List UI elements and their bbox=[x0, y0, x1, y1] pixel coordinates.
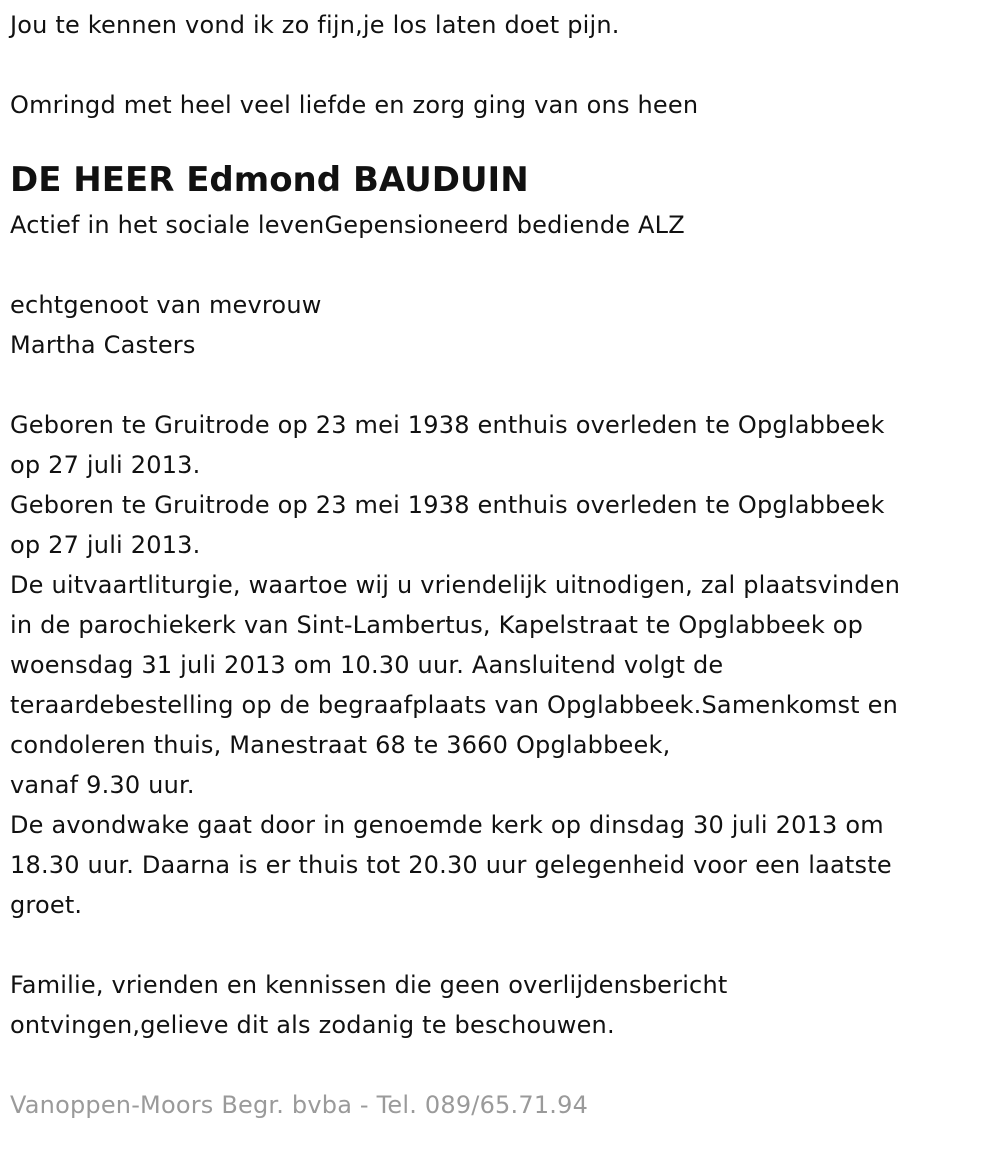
birth-death-line: Geboren te Gruitrode op 23 mei 1938 enthuis overleden te Opglabbeek bbox=[10, 491, 885, 519]
spacer bbox=[10, 365, 1000, 405]
spacer bbox=[10, 45, 1000, 85]
spacer bbox=[10, 925, 1000, 965]
opening-quote: Jou te kennen vond ik zo fijn,je los laten doet pijn. bbox=[10, 11, 620, 39]
spouse-name: Martha Casters bbox=[10, 331, 196, 359]
spacer bbox=[10, 125, 1000, 160]
occupation-text: Actief in het sociale levenGepensioneerd bediende ALZ bbox=[10, 211, 685, 239]
closing-line: ontvingen,gelieve dit als zodanig te beschouwen. bbox=[10, 1011, 615, 1039]
wake-line: 18.30 uur. Daarna is er thuis tot 20.30 uur gelegenheid voor een laatste bbox=[10, 851, 892, 879]
wake-line: groet. bbox=[10, 891, 83, 919]
birth-death-line: op 27 juli 2013. bbox=[10, 531, 201, 559]
deceased-name: DE HEER Edmond BAUDUIN bbox=[10, 160, 529, 200]
funeral-line: woensdag 31 juli 2013 om 10.30 uur. Aansluitend volgt de bbox=[10, 651, 724, 679]
funeral-line: vanaf 9.30 uur. bbox=[10, 771, 195, 799]
closing-line: Familie, vrienden en kennissen die geen overlijdensbericht bbox=[10, 971, 728, 999]
spacer bbox=[10, 1045, 1000, 1085]
funeral-home-footer: Vanoppen-Moors Begr. bvba - Tel. 089/65.71.94 bbox=[10, 1091, 589, 1119]
birth-death-line: op 27 juli 2013. bbox=[10, 451, 201, 479]
birth-death-line: Geboren te Gruitrode op 23 mei 1938 enthuis overleden te Opglabbeek bbox=[10, 411, 885, 439]
funeral-line: De uitvaartliturgie, waartoe wij u vriendelijk uitnodigen, zal plaatsvinden bbox=[10, 571, 901, 599]
funeral-line: in de parochiekerk van Sint-Lambertus, Kapelstraat te Opglabbeek op bbox=[10, 611, 864, 639]
funeral-line: teraardebestelling op de begraafplaats van Opglabbeek.Samenkomst en bbox=[10, 691, 898, 719]
wake-line: De avondwake gaat door in genoemde kerk op dinsdag 30 juli 2013 om bbox=[10, 811, 884, 839]
death-notice bbox=[0, 5, 1000, 1125]
spouse-label: echtgenoot van mevrouw bbox=[10, 291, 322, 319]
spacer bbox=[10, 245, 1000, 285]
intro-text: Omringd met heel veel liefde en zorg ging van ons heen bbox=[10, 91, 699, 119]
funeral-line: condoleren thuis, Manestraat 68 te 3660 Opglabbeek, bbox=[10, 731, 671, 759]
